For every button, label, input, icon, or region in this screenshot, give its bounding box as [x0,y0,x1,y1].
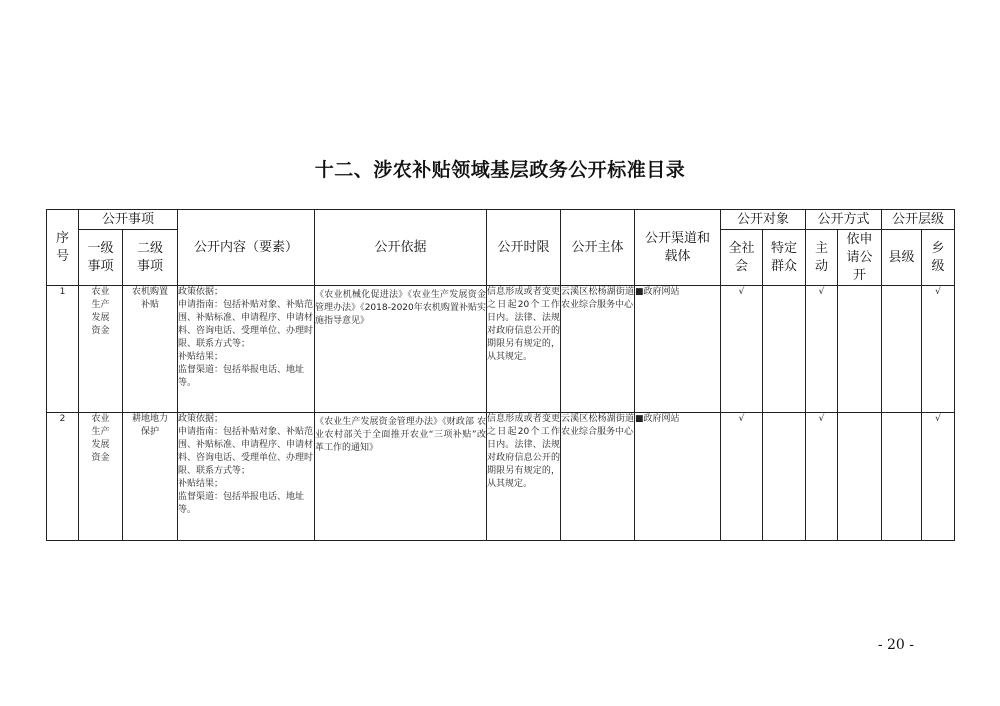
row-level1: 农业生产发展资金 [79,286,123,413]
row-level2: 耕地地力保护 [123,413,178,541]
header-method-active: 主动 [806,230,838,286]
row-method-request [838,286,882,413]
header-target-all: 全社会 [721,230,763,286]
row-target-all: √ [721,413,763,541]
row-time-limit: 信息形成或者变更之日起20个工作日内。法律、法规对政府信息公开的期限另有规定的，从其规定。 [487,413,561,541]
header-target-group: 公开对象 [721,210,806,230]
row-level-county [882,413,922,541]
table-row [47,286,955,413]
row-level2: 农机购置补贴 [123,286,178,413]
table-header [47,210,955,286]
header-target-specific: 特定群众 [763,230,806,286]
header-method-request: 依申请公开 [838,230,882,286]
row-target-specific [763,413,806,541]
row-seq: 2 [47,413,79,541]
row-channel: ■政府网站 [635,413,721,541]
row-level-township: √ [922,413,955,541]
header-level-township: 乡级 [922,230,955,286]
row-channel: ■政府网站 [635,286,721,413]
header-subject: 公开主体 [561,210,635,286]
header-method-group: 公开方式 [806,210,882,230]
row-target-specific [763,286,806,413]
header-item-group: 公开事项 [79,210,178,230]
header-content: 公开内容（要素） [178,210,315,286]
row-basis: 《农业生产发展资金管理办法》《财政部 农业农村部关于全面推开农业“三项补贴”改革工作的通知》 [315,413,487,541]
row-content: 政策依据； 申请指南：包括补贴对象、补贴范围、补贴标准、申请程序、申请材料、咨询电话、受理单位、办理时限、联系方式等； 补贴结果； 监督渠道：包括举报电话、地址等。 [178,286,315,413]
row-subject: 云溪区松杨湖街道农业综合服务中心 [561,413,635,541]
row-method-request [838,413,882,541]
row-seq: 1 [47,286,79,413]
header-seq: 序号 [47,210,79,286]
row-method-active: √ [806,413,838,541]
page-title: 十二、涉农补贴领域基层政务公开标准目录 [314,159,686,181]
row-level-county [882,286,922,413]
row-method-active: √ [806,286,838,413]
standard-catalog-table [46,209,955,541]
header-time-limit: 公开时限 [487,210,561,286]
row-subject: 云溪区松杨湖街道农业综合服务中心 [561,286,635,413]
header-basis: 公开依据 [315,210,487,286]
page-number: - 20 - [877,637,914,653]
row-time-limit: 信息形成或者变更之日起20个工作日内。法律、法规对政府信息公开的期限另有规定的，从其规定。 [487,286,561,413]
row-target-all: √ [721,286,763,413]
row-basis: 《农业机械化促进法》《农业生产发展资金管理办法》《2018-2020年农机购置补贴实施指导意见》 [315,286,487,413]
row-level-township: √ [922,286,955,413]
header-level-group: 公开层级 [882,210,955,230]
header-level1: 一级事项 [79,230,123,286]
header-channel: 公开渠道和载体 [635,210,721,286]
header-level-county: 县级 [882,230,922,286]
table-row [47,413,955,541]
header-level2: 二级事项 [123,230,178,286]
row-content: 政策依据； 申请指南：包括补贴对象、补贴范围、补贴标准、申请程序、申请材料、咨询电话、受理单位、办理时限、联系方式等； 补贴结果； 监督渠道：包括举报电话、地址等。 [178,413,315,541]
row-level1: 农业生产发展资金 [79,413,123,541]
